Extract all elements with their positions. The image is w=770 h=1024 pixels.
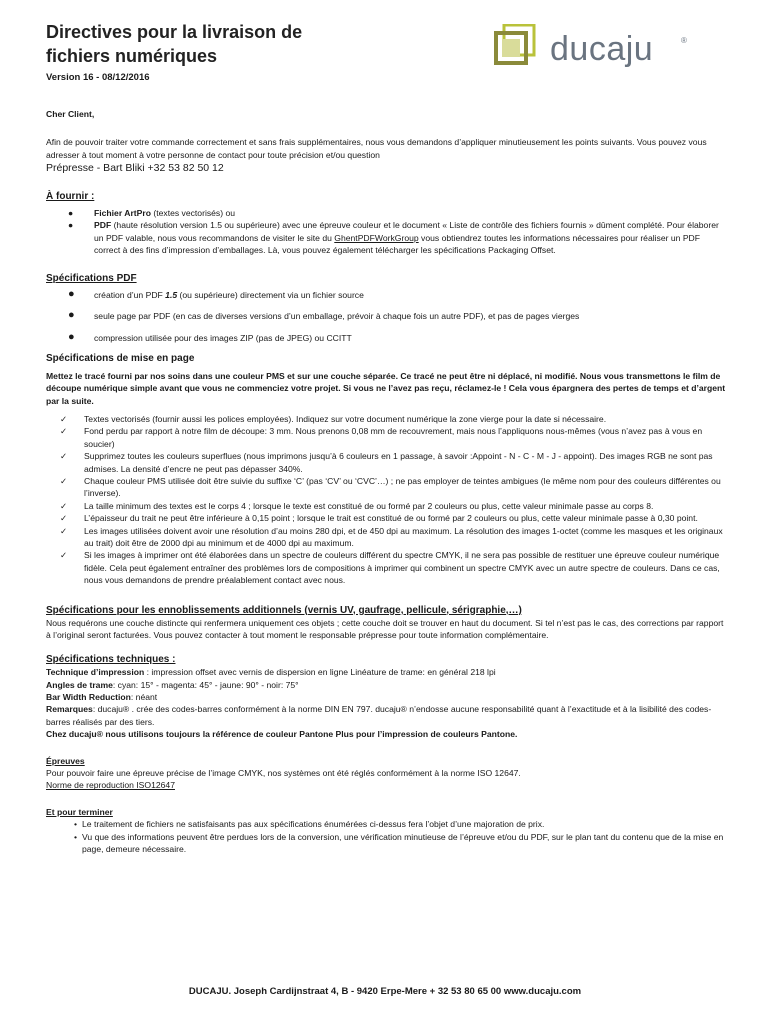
list-item: ✓ Textes vectorisés (fournir aussi les polices employées). Indiquez sur votre document numérique la zone vierge pour la date si nécessaire.: [60, 413, 607, 424]
list-item: ✓ Fond perdu par rapport à notre film de découpe: 3 mm. Nous prenons 0,08 mm de recouvrement, mais nous l’appliquons nous-mêmes (vous n’avez pas à vous en soucier): [60, 426, 703, 449]
ducaju-logo: [494, 24, 704, 76]
terminer-heading: Et pour terminer: [46, 806, 113, 817]
fournir-heading: À fournir :: [46, 190, 95, 202]
tech-line-impression: Technique d’impression : impression offset avec vernis de dispersion en ligne Linéature de trame: en général 218 lpi: [46, 667, 496, 678]
list-item: ● Fichier ArtPro (textes vectorisés) ou: [68, 208, 236, 219]
tech-line-pantone: Chez ducaju® nous utilisons toujours la référence de couleur Pantone Plus pour l’impression de couleurs Pantone.: [46, 729, 518, 740]
list-item: ● compression utilisée pour des images ZIP (pas de JPEG) ou CCITT: [68, 330, 352, 343]
intro-paragraph: Afin de pouvoir traiter votre commande correctement et sans frais supplémentaires, nous vous demandons d’appliquer minutieusement les points suivants. Vous pouvez vous adresser à tout moment à votre personne de contact pour toute précision et/ou question: [46, 137, 707, 160]
iso-norm-link[interactable]: Norme de reproduction ISO12647: [46, 780, 175, 791]
list-item: ✓ Supprimez toutes les couleurs superflues (nous imprimons jusqu’à 6 couleurs en 1 passage, à savoir :Appoint - N - C - M - J - appoint). Des images RGB ne sont pas admises. La densité d’encre ne peut pas dépasser 340%.: [60, 451, 713, 474]
greeting: Cher Client,: [46, 109, 95, 119]
tech-line-angles: Angles de trame: cyan: 15° - magenta: 45° - jaune: 90° - noir: 75°: [46, 679, 299, 690]
epreuves-heading: Épreuves: [46, 755, 85, 766]
list-item: ✓ L’épaisseur du trait ne peut être inférieure à 0,15 point ; lorsque le trait est constitué de ou formé par 2 couleurs ou plus, cette valeur minimale passe à 0,30 point.: [60, 513, 698, 524]
version-label: Version 16 - 08/12/2016: [46, 72, 150, 83]
logo-square-icon: [494, 24, 536, 70]
logo-wordmark: ducaju: [550, 30, 654, 68]
techniques-heading: Spécifications techniques :: [46, 653, 176, 665]
list-item: • Vu que des informations peuvent être perdues lors de la conversion, une vérification minutieuse de l’épreuve et/ou du PDF, sur le plan tant du contenu que de la mise en page, demeure nécessaire.: [74, 831, 724, 855]
page-footer: DUCAJU. Joseph Cardijnstraat 4, B - 9420 Erpe-Mere + 32 53 80 65 00 www.ducaju.com: [188, 986, 582, 997]
list-item: ✓ Si les images à imprimer ont été élaborées dans un spectre de couleurs différent du spectre CMYK, il ne sera pas possible de restituer une épreuve couleur numérique fidèle. Cela peut également entraîner des problèmes lors de compositions à imprimer qui combinent un spectre CMYK avec un autre spectre de couleurs. Dans ce cas, nous vous demandons de prendre préalablement contact avec nous.: [60, 550, 720, 586]
mise-en-page-heading: Spécifications de mise en page: [46, 353, 195, 365]
list-item: ✓ Les images utilisées doivent avoir une résolution d’au moins 280 dpi, et de 450 dpi au maximum. La résolution des images 1-octet (comme les masques et les originaux au trait) doit être de 2000 dpi au minimum et de 4000 dpi au maximum.: [60, 525, 723, 548]
page-title: Directives pour la livraison de fichiers numériques: [46, 22, 303, 66]
terminer-list: [46, 818, 726, 855]
contact-line: Prépresse - Bart Bliki +32 53 82 50 12: [46, 162, 224, 175]
fournir-list: [46, 207, 726, 257]
tech-line-bar-width: Bar Width Reduction: néant: [46, 692, 158, 703]
mise-en-page-list: [46, 413, 726, 587]
mise-en-page-intro: Mettez le tracé fourni par nos soins dans une couleur PMS et sur une couche séparée. Ce tracé ne peut être ni déplacé, ni modifié. Nous vous transmettons le film de découpe numérique simple avant que vous ne commenciez votre projet. Si vous ne l’avez pas reçu, réclamez-le ! Cela vous épargnera des pertes de temps et d’argent par la suite.: [46, 370, 726, 406]
ennoblissements-heading: Spécifications pour les ennoblissements additionnels (vernis UV, gaufrage, pellicule, sérigraphie,…): [46, 604, 522, 616]
list-item: ✓ La taille minimum des textes est le corps 4 ; lorsque le texte est constitué de ou formé par 2 couleurs ou plus, cette valeur minimale passe au corps 8.: [60, 500, 654, 511]
spec-pdf-heading: Spécifications PDF: [46, 272, 137, 284]
tech-line-remarques: Remarques: ducaju® . crée des codes-barres conformément à la norme DIN EN 797. ducaju® n’endosse aucune responsabilité quant à l’exactitude et à la lisibilité des codes-barres réalisés par des tiers.: [46, 704, 712, 727]
list-item: • Le traitement de fichiers ne satisfaisants pas aux spécifications énumérées ci-dessus fera l’objet d’une majoration de prix.: [74, 819, 545, 830]
list-item: ● création d’un PDF 1.5 (ou supérieure) directement via un fichier source: [68, 288, 364, 301]
list-item: ✓ Chaque couleur PMS utilisée doit être suivie du suffixe ‘C’ (pas ‘CV’ ou ‘CVC’…) ; ne pas employer de teintes ambigues (le même nom pour des couleurs différentes ou l’inverse).: [60, 475, 721, 499]
logo-registered-mark: ®: [681, 36, 687, 45]
list-item: ● seule page par PDF (en cas de diverses versions d’un emballage, prévoir à chaque fois un autre PDF), et pas de pages vierges: [68, 309, 580, 322]
epreuves-text: Pour pouvoir faire une épreuve précise de l’image CMYK, nos systèmes ont été réglés conformément à la norme ISO 12647.: [46, 768, 521, 779]
ennoblissements-text: Nous requérons une couche distincte qui renfermera uniquement ces objets ; cette couche doit se trouver en haut du document. Si tel n’est pas le cas, des corrections par rapport à l’original seront facturées. Vous pouvez contacter à tout moment le responsable prépresse pour toute information complémentaire.: [46, 618, 724, 641]
document-body: [46, 108, 726, 856]
ghentpdf-link[interactable]: GhentPDFWorkGroup: [334, 232, 419, 243]
list-item: ● PDF (haute résolution version 1.5 ou supérieure) avec une épreuve couleur et le document « Liste de contrôle des fichiers fournis » dûment complété. Pour élaborer un PDF valable, nous vous recommandons de visiter le site du GhentPDFWorkGroup vous obtiendrez toutes les informations nécessaires pour réaliser un PDF correct à des fins d’impression d’emballages. Là, vous pouvez également télécharger les spécifications Packaging Offset.: [68, 220, 719, 256]
spec-pdf-list: [46, 289, 726, 344]
